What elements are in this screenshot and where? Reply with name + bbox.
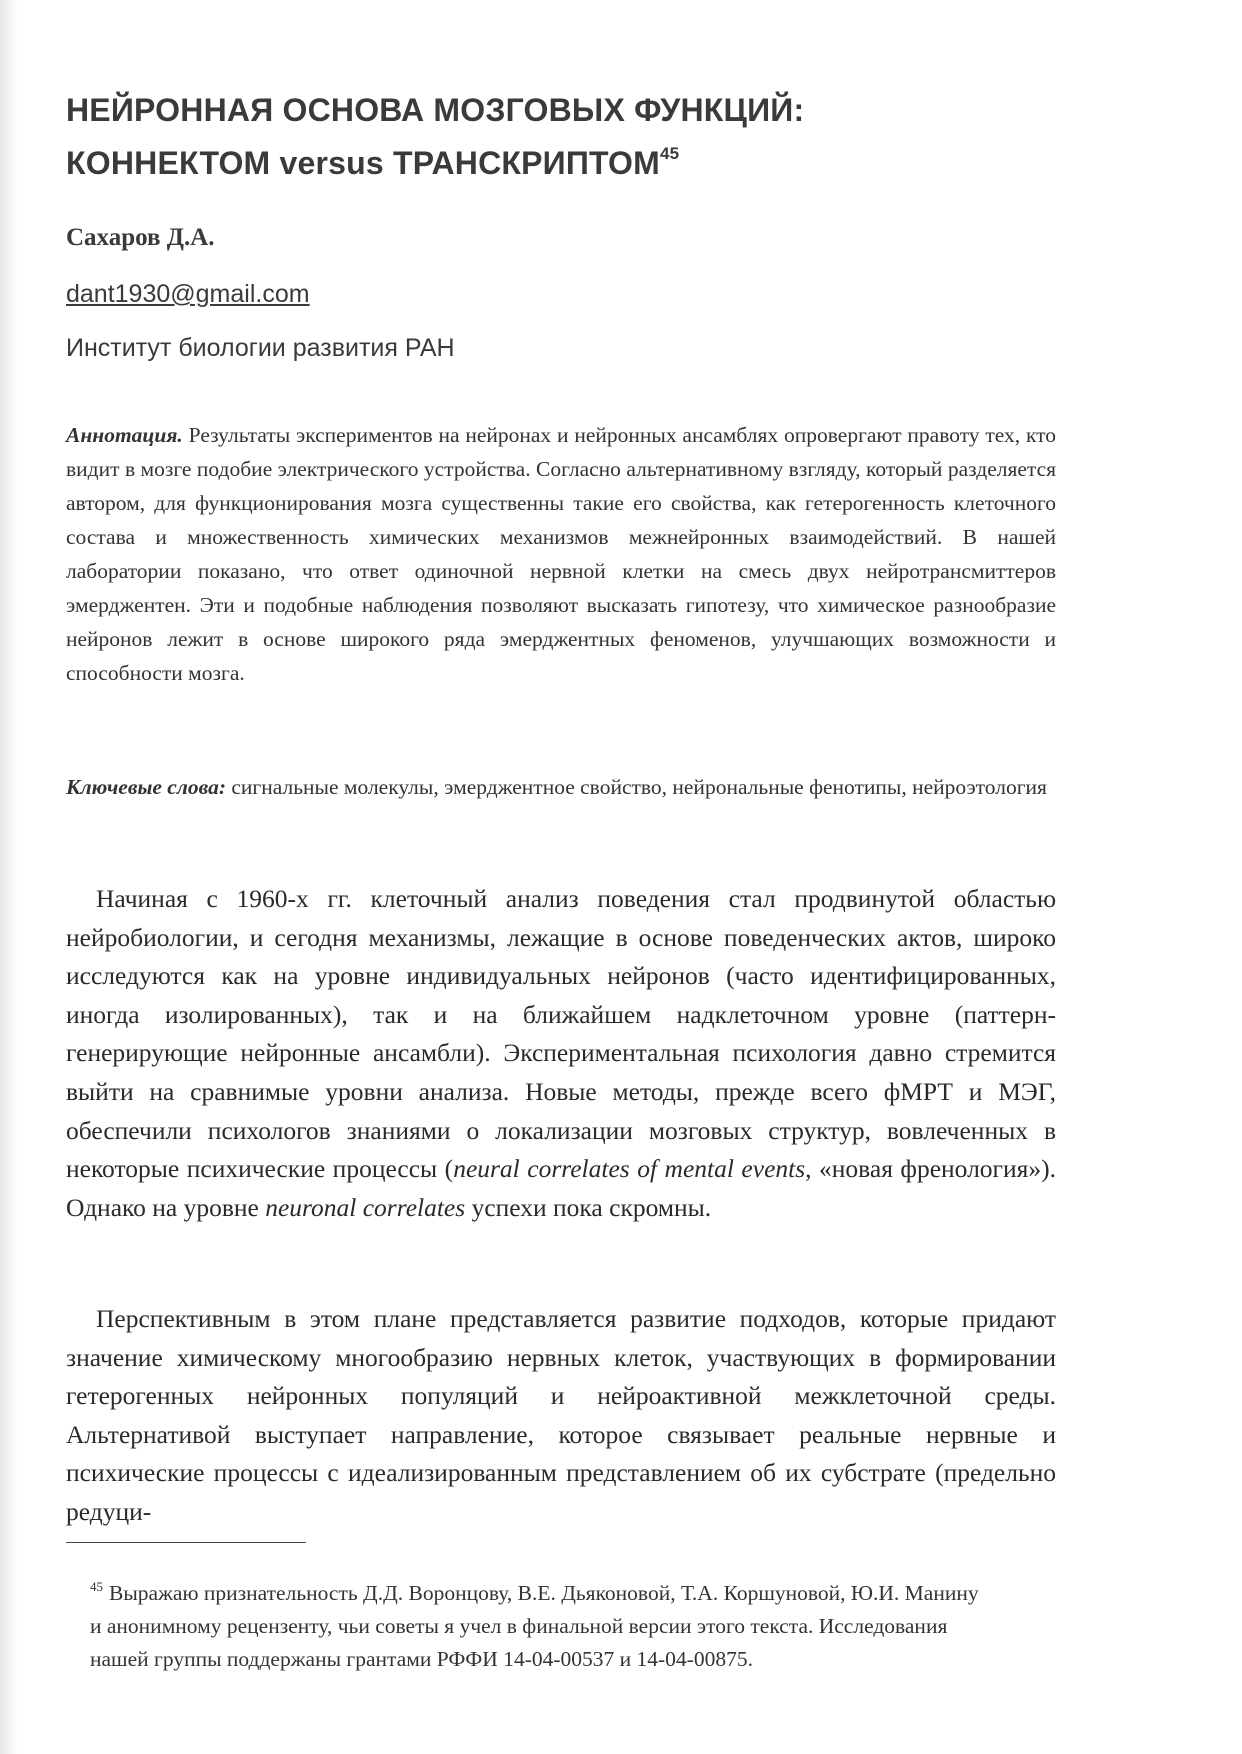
body-paragraph-2: Перспективным в этом плане представляется развитие подходов, которые придают значение химическому многообразию нервных клеток, участвующих в формировании гетерогенных нейронных популяций и нейроактивной межклеточной среды. Альтернативой выступает направление, которое связывает реальные нервные и психические процессы с идеализированным представлением об их субстрате (предельно редуци- [66,1304,1056,1526]
title-line-2: КОННЕКТОМ versus ТРАНСКРИПТОМ [66,145,660,181]
title-footnote-ref[interactable]: 45 [659,144,680,163]
abstract-label: Аннотация. [66,423,183,447]
p1-italic-b: neuronal correlates [265,1192,466,1222]
footnote-text: Выражаю признательность Д.Д. Воронцову, В.Е. Дьяконовой, Т.А. Коршуновой, Ю.И. Манину и анонимному рецензенту, чьи советы я учел в финальной версии этого текста. Исследования нашей группы поддержаны грантами РФФИ 14-04-00537 и 14-04-00875. [90,1581,979,1671]
article-title [66,88,804,185]
keywords-label: Ключевые слова: [66,775,226,799]
title-line-1: НЕЙРОННАЯ ОСНОВА МОЗГОВЫХ ФУНКЦИЙ: [66,92,805,128]
author-email[interactable]: dant1930@gmail.com [66,280,310,308]
page [60,0,1065,1754]
abstract-text: Результаты экспериментов на нейронах и нейронных ансамблях опровергают правоту тех, кто видит в мозге подобие электрического устройства. Согласно альтернативному взгляду, который разделяется автором, для функционирования мозга существенны такие его свойства, как гетерогенность клеточного состава и множественность химических механизмов межнейронных взаимодействий. В нашей лаборатории показано, что ответ одиночной нервной клетки на смесь двух нейротрансмиттеров эмерджентен. Эти и подобные наблюдения позволяют высказать гипотезу, что химическое разнообразие нейронов лежит в основе широкого ряда эмерджентных феноменов, улучшающих возможности и способности мозга. [66,423,1057,685]
footnote [90,1570,990,1676]
p1-italic-a: neural correlates of mental events [453,1154,806,1184]
footnote-divider [66,1542,306,1543]
keywords-text: сигнальные молекулы, эмерджентное свойство, нейрональные фенотипы, нейроэтология [231,775,1047,799]
author-affiliation: Институт биологии развития РАН [66,334,455,362]
p1-text-a: Начиная с 1960-х гг. клеточный анализ поведения стал продвинутой областью нейробиологии, и сегодня механизмы, лежащие в основе поведенческих актов, широко исследуются как на уровне индивидуальных нейронов (часто идентифицированных, иногда изолированных), так и на ближайшем надклеточном уровне (паттерн-генерирующие нейронные ансамбли). Экспериментальная психология давно стремится выйти на сравнимые уровни анализа. Новые методы, прежде всего фМРТ и МЭГ, обеспечили психологов знаниями о локализации мозговых структур, вовлеченных в некоторые психические процессы ( [66,884,1056,1184]
footnote-number: 45 [90,1579,103,1594]
p1-text-c: успехи пока скромны. [465,1192,712,1222]
body-paragraph-1 [66,880,1056,1227]
author-name: Сахаров Д.А. [66,224,215,251]
keywords [66,770,1056,804]
abstract [66,418,1056,690]
page-edge-shadow [0,0,18,1754]
p1-text-b: , «новая френология»). Однако на уровне [66,1154,1056,1222]
